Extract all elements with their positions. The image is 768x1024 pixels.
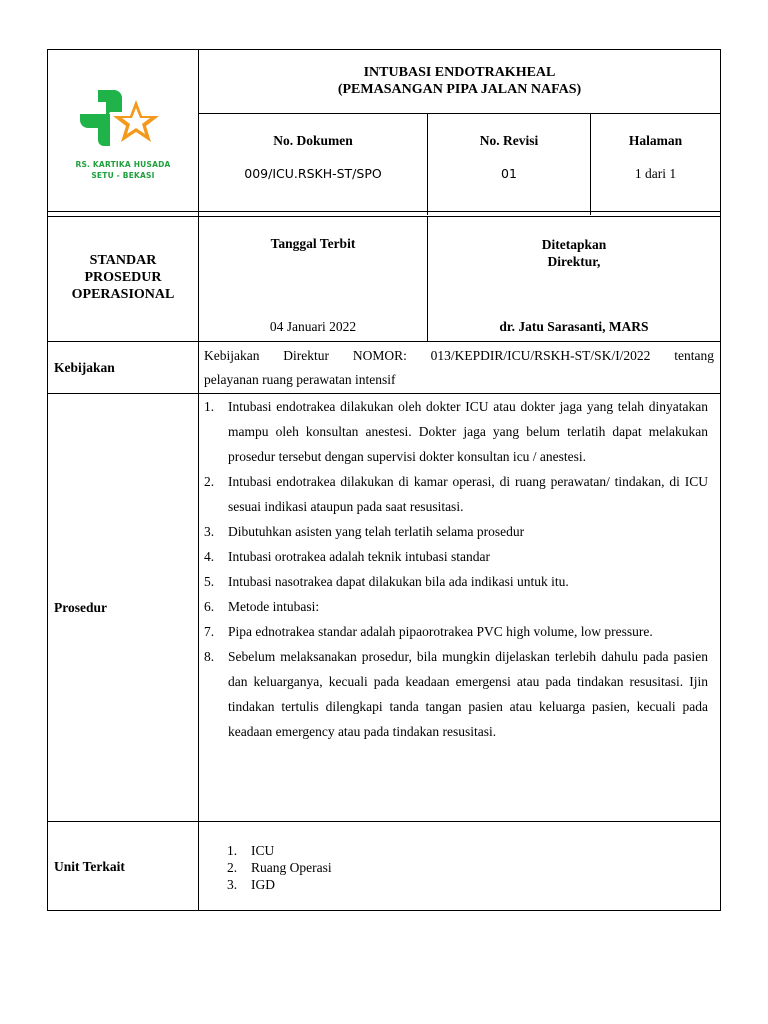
unit-terkait-item (227, 876, 627, 893)
prosedur-item-text: Intubasi endotrakea dilakukan di kamar operasi, di ruang perawatan/ tindakan, di ICU sesuai indikasi ataupun pada saat resusitasi. (228, 474, 708, 514)
sop-label-line-2: PROSEDUR (84, 270, 162, 285)
cross-star-icon (58, 82, 188, 152)
hospital-logo (58, 82, 188, 192)
prosedur-item (204, 519, 708, 544)
prosedur-item-text: Pipa ednotrakea standar adalah pipaorotrakea PVC high volume, low pressure. (228, 624, 653, 639)
halaman-value: 1 dari 1 (634, 166, 677, 181)
unit-terkait-item-text: Ruang Operasi (251, 860, 332, 875)
no-revisi-value: 01 (501, 166, 517, 181)
kebijakan-label: Kebijakan (54, 360, 115, 375)
unit-terkait-item-number: 2. (227, 860, 238, 875)
kebijakan-line-1: Kebijakan Direktur NOMOR: 013/KEPDIR/ICU/RSKH-ST/SK/I/2022 tentang (204, 348, 714, 363)
prosedur-item-text: Sebelum melaksanakan prosedur, bila mungkin dijelaskan terlebih dahulu pada pasien dan keluarganya, kecuali pada keadaan emergensi atau pada tindakan resusitasi. Ijin tindakan tertulis dilengkapi tanda tangan pasien atau keluarga pasien, kecuali pada keadaan emergency atau pada tindakan resusitasi. (228, 649, 708, 739)
unit-terkait-item-text: IGD (251, 877, 275, 892)
prosedur-label: Prosedur (54, 600, 107, 615)
prosedur-list (204, 394, 708, 744)
prosedur-item-number: 5. (204, 574, 215, 589)
ditetapkan-block (428, 236, 720, 270)
unit-terkait-item (227, 842, 627, 859)
prosedur-item-text: Intubasi nasotrakea dapat dilakukan bila ada indikasi untuk itu. (228, 574, 569, 589)
sop-label-line-1: STANDAR (89, 253, 157, 268)
no-dokumen-value: 009/ICU.RSKH-ST/SPO (244, 166, 382, 181)
sop-label-line-3: OPERASIONAL (71, 287, 175, 302)
prosedur-item-number: 1. (204, 399, 215, 414)
no-revisi-label: No. Revisi (479, 133, 539, 148)
prosedur-item-text: Intubasi orotrakea adalah teknik intubasi standar (228, 549, 491, 564)
unit-terkait-item (227, 859, 627, 876)
no-dokumen-label: No. Dokumen (273, 133, 353, 148)
unit-terkait-label: Unit Terkait (54, 859, 125, 874)
signer-name: dr. Jatu Sarasanti, MARS (499, 319, 649, 334)
prosedur-item-number: 8. (204, 649, 215, 664)
prosedur-item-number: 6. (204, 599, 215, 614)
title-line-2: (PEMASANGAN PIPA JALAN NAFAS) (337, 82, 582, 97)
unit-terkait-item-number: 1. (227, 843, 238, 858)
ditetapkan-line-1: Ditetapkan (541, 237, 607, 252)
halaman-label: Halaman (628, 133, 683, 148)
unit-terkait-item-number: 3. (227, 877, 238, 892)
prosedur-item (204, 619, 708, 644)
prosedur-item-text: Intubasi endotrakea dilakukan oleh dokter ICU atau dokter jaga yang telah dinyatakan mampu oleh konsultan anestesi. Dokter jaga yang belum terlatih dapat melakukan prosedur tersebut dengan supervisi dokter konsultan icu / anestesi. (228, 399, 708, 464)
prosedur-item (204, 469, 708, 519)
prosedur-item (204, 644, 708, 744)
kebijakan-text (204, 344, 714, 392)
unit-terkait-list (227, 842, 627, 893)
title-line-1: INTUBASI ENDOTRAKHEAL (363, 65, 556, 80)
prosedur-item (204, 569, 708, 594)
kebijakan-line-2: pelayanan ruang perawatan intensif (204, 372, 396, 387)
hospital-name: RS. KARTIKA HUSADA (75, 160, 171, 169)
tanggal-terbit-label: Tanggal Terbit (270, 236, 356, 251)
tanggal-terbit-value: 04 Januari 2022 (269, 319, 357, 334)
prosedur-item-number: 3. (204, 524, 215, 539)
prosedur-item-number: 7. (204, 624, 215, 639)
unit-terkait-item-text: ICU (251, 843, 275, 858)
prosedur-item (204, 544, 708, 569)
hospital-location: SETU - BEKASI (91, 171, 155, 180)
ditetapkan-line-2: Direktur, (547, 254, 601, 269)
document-title (199, 64, 720, 98)
prosedur-item-text: Metode intubasi: (228, 599, 320, 614)
prosedur-item (204, 594, 708, 619)
prosedur-item-number: 2. (204, 474, 215, 489)
sop-label (48, 252, 198, 303)
prosedur-item-number: 4. (204, 549, 215, 564)
prosedur-item (204, 394, 708, 469)
prosedur-item-text: Dibutuhkan asisten yang telah terlatih selama prosedur (228, 524, 525, 539)
